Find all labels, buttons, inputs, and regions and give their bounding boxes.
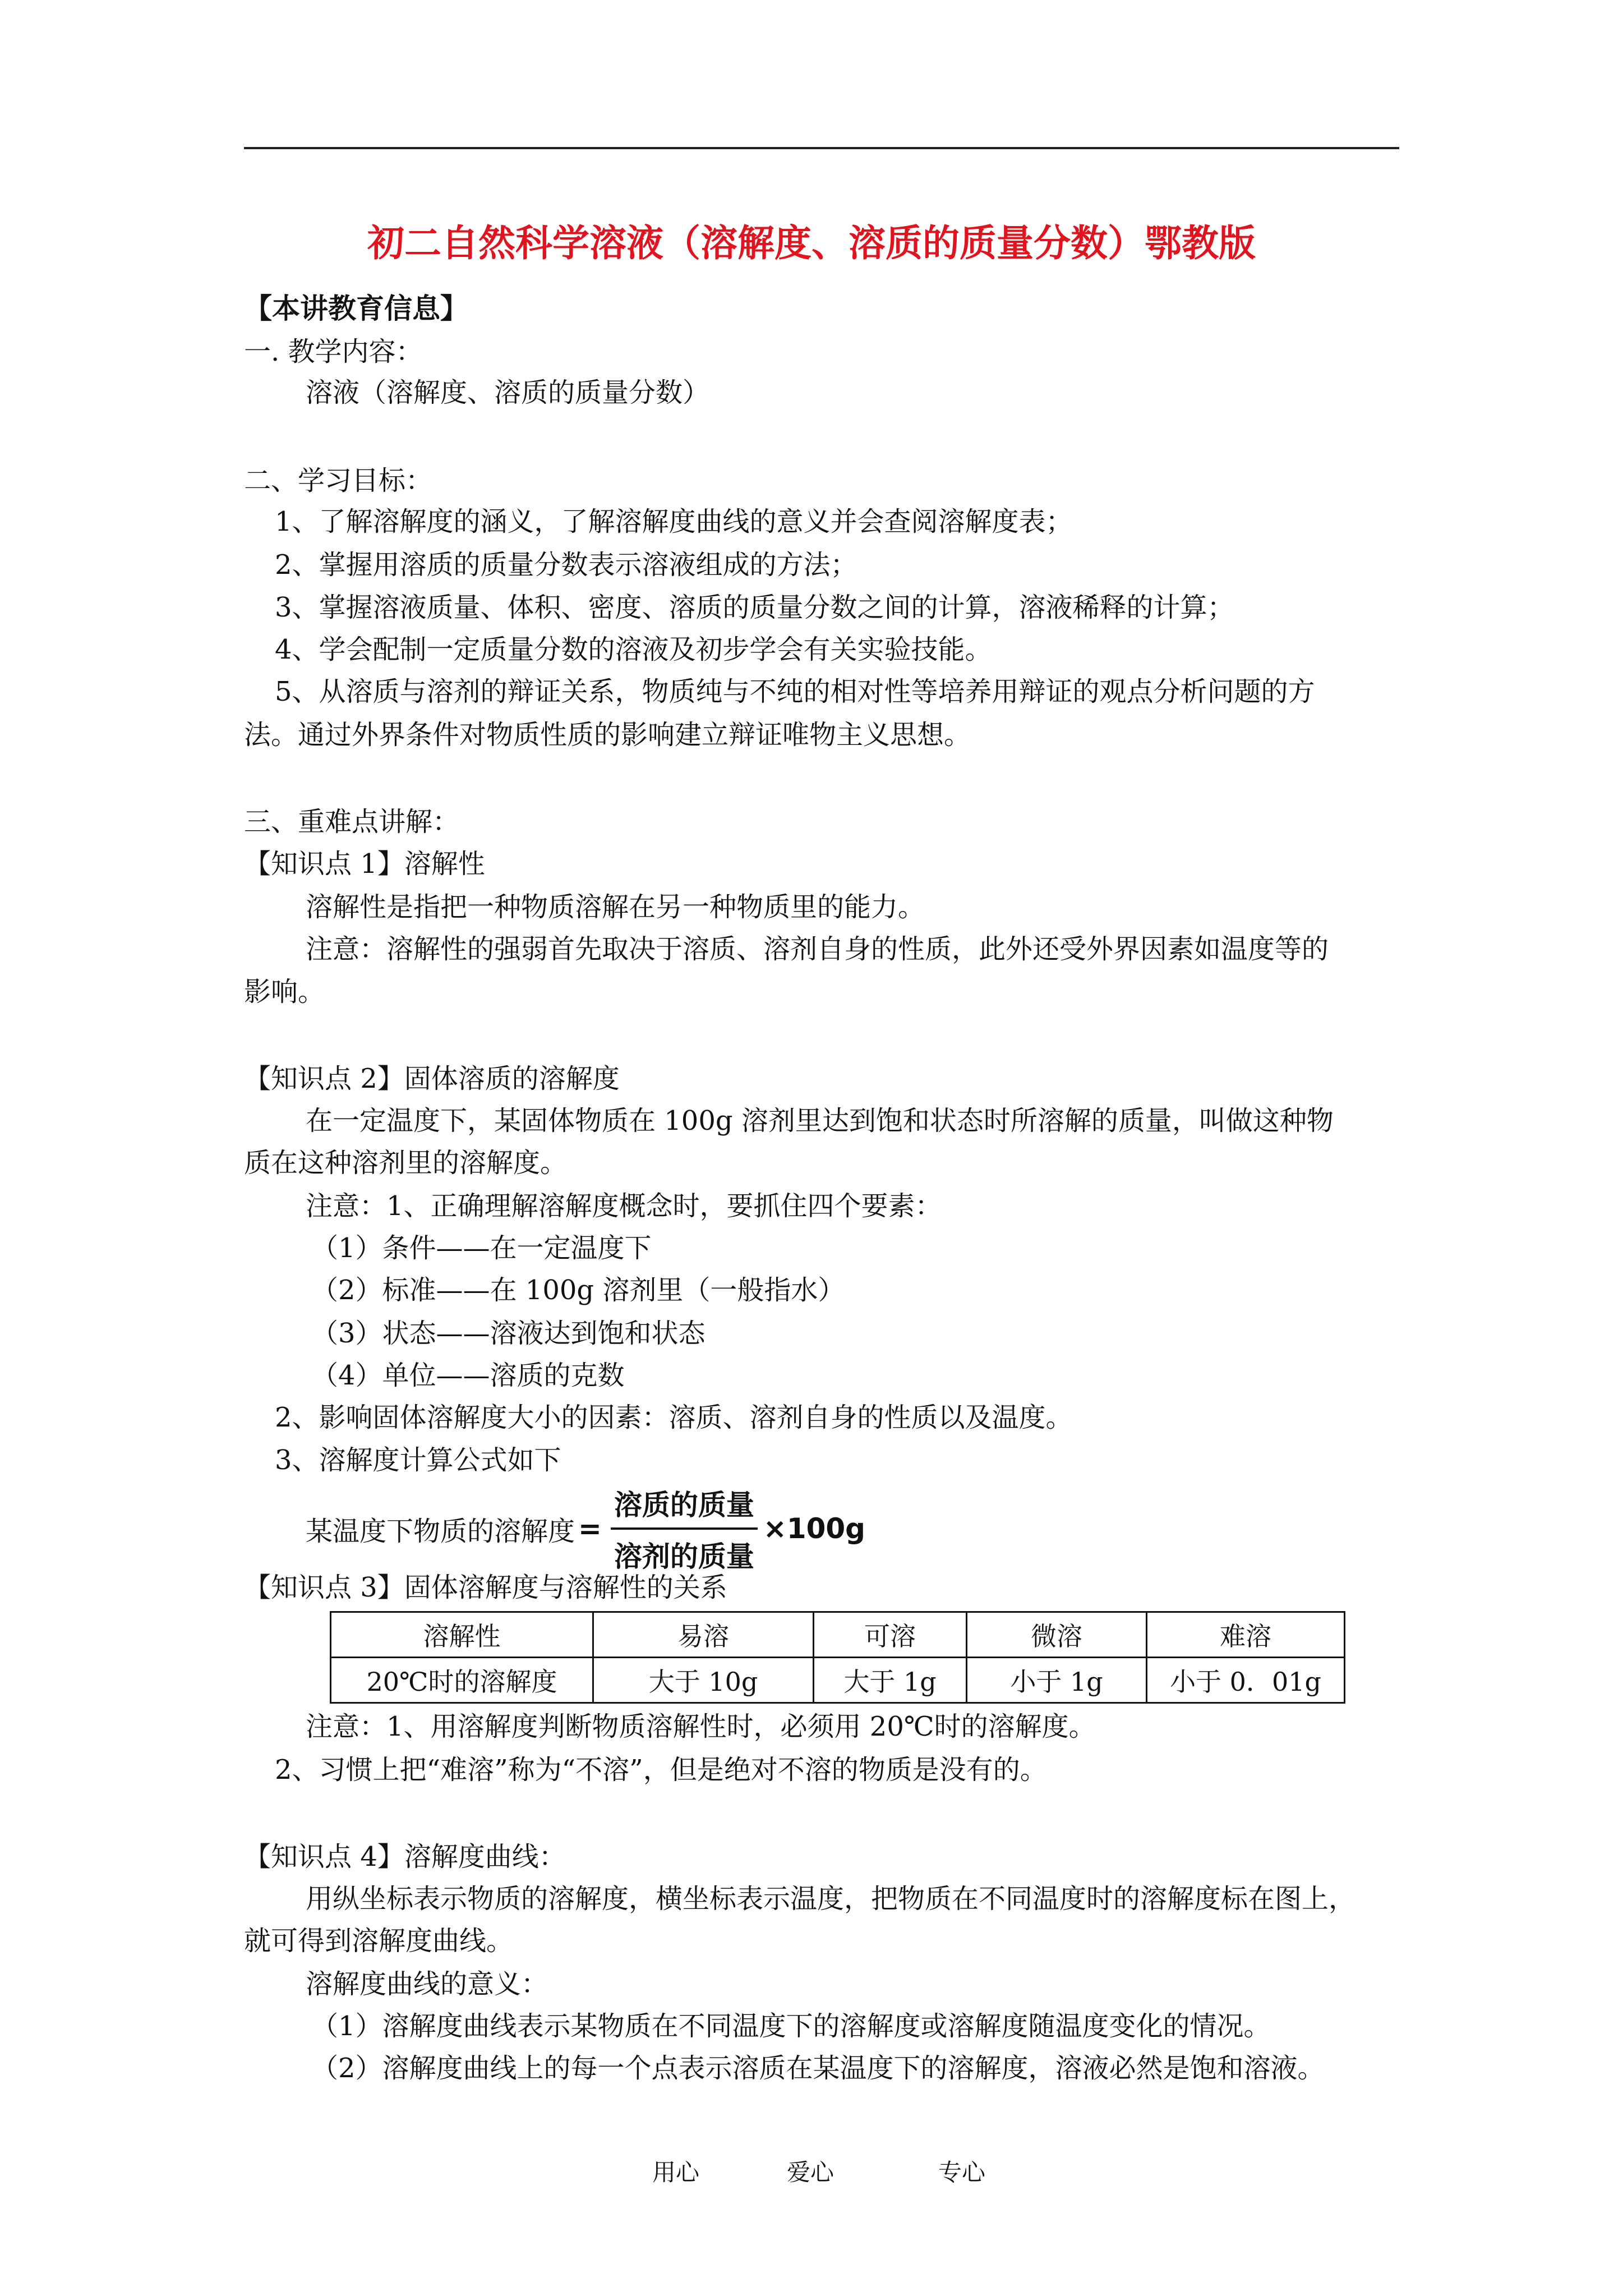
document-title: 初二自然科学溶液（溶解度、溶质的质量分数）鄂教版 (367, 222, 1256, 265)
kp4-meaning-item: （1）溶解度曲线表示某物质在不同温度下的溶解度或溶解度随温度变化的情况。 (311, 2010, 1271, 2042)
table-cell: 可溶 (814, 1612, 967, 1658)
formula-denominator: 溶剂的质量 (614, 1540, 754, 1573)
kp3-note: 注意：1、用溶解度判断物质溶解性时，必须用 20℃时的溶解度。 (306, 1711, 1096, 1742)
header-rule (244, 147, 1399, 149)
kp2-point2: 2、影响固体溶解度大小的因素：溶质、溶剂自身的性质以及温度。 (275, 1402, 1073, 1433)
kp2-element: （2）标准——在 100g 溶剂里（一般指水） (311, 1274, 845, 1306)
content-text: 溶液（溶解度、溶质的质量分数） (306, 377, 710, 408)
table-cell: 大于 1g (814, 1658, 967, 1703)
formula-numerator: 溶质的质量 (611, 1483, 758, 1530)
formula-fraction (611, 1483, 758, 1575)
goal-item: 1、了解溶解度的涵义，了解溶解度曲线的意义并会查阅溶解度表； (275, 506, 1073, 537)
goal-item-continued: 法。通过外界条件对物质性质的影响建立辩证唯物主义思想。 (244, 719, 971, 751)
kp2-title: 【知识点 2】固体溶质的溶解度 (244, 1063, 620, 1094)
kp4-meaning-item: （2）溶解度曲线上的每一个点表示溶质在某温度下的溶解度，溶液必然是饱和溶液。 (311, 2053, 1325, 2084)
kp4-meaning-heading: 溶解度曲线的意义： (306, 1968, 548, 2000)
table-row (331, 1658, 1345, 1703)
kp2-element: （4）单位——溶质的克数 (311, 1360, 625, 1391)
goal-item: 4、学会配制一定质量分数的溶液及初步学会有关实验技能。 (275, 634, 992, 665)
table-cell: 小于 0．01g (1147, 1658, 1345, 1703)
table-header-row (331, 1612, 1345, 1658)
kp3-title: 【知识点 3】固体溶解度与溶解性的关系 (244, 1572, 727, 1603)
goal-item: 2、掌握用溶质的质量分数表示溶液组成的方法； (275, 549, 857, 581)
solubility-formula (306, 1484, 865, 1573)
table-cell: 易溶 (593, 1612, 814, 1658)
footer-text: 用心 (652, 2159, 700, 2186)
kp2-definition: 在一定温度下，某固体物质在 100g 溶剂里达到饱和状态时所溶解的质量，叫做这种物 (306, 1105, 1334, 1137)
footer-text: 爱心 (787, 2159, 834, 2186)
table-cell: 小于 1g (967, 1658, 1147, 1703)
table-cell: 难溶 (1147, 1612, 1345, 1658)
kp4-definition-continued: 就可得到溶解度曲线。 (244, 1925, 514, 1957)
key-points-heading: 三、重难点讲解： (244, 806, 460, 838)
table-cell: 大于 10g (593, 1658, 814, 1703)
content-heading: 一. 教学内容： (244, 336, 423, 367)
kp1-note: 注意：溶解性的强弱首先取决于溶质、溶剂自身的性质，此外还受外界因素如温度等的 (306, 933, 1329, 965)
kp4-definition: 用纵坐标表示物质的溶解度，横坐标表示温度，把物质在不同温度时的溶解度标在图上， (306, 1883, 1356, 1915)
kp1-definition: 溶解性是指把一种物质溶解在另一种物质里的能力。 (306, 891, 925, 923)
formula-equals: = (578, 1512, 602, 1545)
kp3-note2: 2、习惯上把“难溶”称为“不溶”，但是绝对不溶的物质是没有的。 (275, 1754, 1047, 1786)
formula-lhs: 某温度下物质的溶解度 (306, 1515, 575, 1547)
table-cell: 20℃时的溶解度 (331, 1658, 593, 1703)
formula-multiplier: ×100g (763, 1512, 865, 1545)
kp2-point3: 3、溶解度计算公式如下 (275, 1444, 561, 1476)
solubility-table (330, 1611, 1345, 1704)
kp2-note: 注意：1、正确理解溶解度概念时，要抓住四个要素： (306, 1190, 942, 1222)
kp1-title: 【知识点 1】溶解性 (244, 848, 485, 880)
kp2-definition-continued: 质在这种溶剂里的溶解度。 (244, 1147, 568, 1179)
goal-item: 3、掌握溶液质量、体积、密度、溶质的质量分数之间的计算，溶液稀释的计算； (275, 592, 1234, 623)
kp2-element: （1）条件——在一定温度下 (311, 1232, 652, 1264)
goals-heading: 二、学习目标： (244, 465, 433, 496)
section-header: 【本讲教育信息】 (244, 292, 468, 325)
footer-text: 专心 (938, 2159, 986, 2186)
table-cell: 微溶 (967, 1612, 1147, 1658)
kp1-note-continued: 影响。 (244, 976, 325, 1007)
kp2-element: （3）状态——溶液达到饱和状态 (311, 1318, 706, 1349)
table-cell: 溶解性 (331, 1612, 593, 1658)
kp4-title: 【知识点 4】溶解度曲线： (244, 1841, 566, 1872)
goal-item: 5、从溶质与溶剂的辩证关系，物质纯与不纯的相对性等培养用辩证的观点分析问题的方 (275, 676, 1315, 707)
